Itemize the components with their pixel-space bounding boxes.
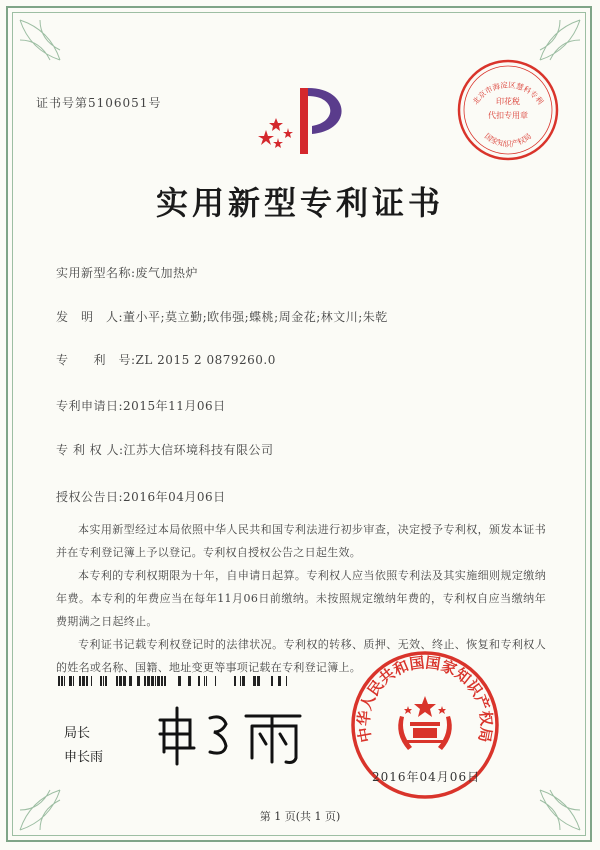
field-grant-date-value: 2016年04月06日 <box>123 490 226 504</box>
field-grant-date <box>56 488 226 505</box>
field-apply-date <box>56 397 226 414</box>
field-apply-date-value: 2015年11月06日 <box>123 399 226 413</box>
field-name <box>56 264 198 281</box>
director-signature <box>150 698 310 770</box>
field-name-label: 实用新型名称: <box>56 266 136 280</box>
field-patentee-label: 专 利 权 人: <box>56 443 124 457</box>
barcode <box>58 676 290 686</box>
tax-seal-top-text: 北京市海淀区慧科专利 <box>470 80 546 107</box>
national-emblem-icon <box>398 696 452 750</box>
field-patentee <box>56 441 274 458</box>
field-inventors-value: 董小平;莫立勤;欧伟强;蝶桃;周金花;林文川;朱乾 <box>123 310 388 324</box>
issue-date: 2016年04月06日 <box>372 770 481 784</box>
field-inventors-label: 发 明 人: <box>56 310 124 324</box>
field-patent-no <box>56 351 276 368</box>
director-name: 申长雨 <box>64 750 104 765</box>
director-title: 局长 <box>64 726 91 741</box>
field-patent-no-value: ZL 2015 2 0879260.0 <box>135 353 276 367</box>
office-seal-text: 中华人民共和国国家知识产权局 <box>354 653 496 744</box>
cnipa-logo-icon <box>258 84 358 156</box>
tax-seal-bottom-text: 国家知识产权局 <box>482 131 534 149</box>
svg-text:国家知识产权局 <box>483 131 533 148</box>
field-apply-date-label: 专利申请日: <box>56 399 124 413</box>
tax-seal <box>456 58 560 162</box>
field-name-value: 废气加热炉 <box>135 266 199 280</box>
field-patentee-value: 江苏大信环境科技有限公司 <box>123 443 274 457</box>
field-inventors <box>56 308 388 325</box>
tax-seal-line2: 代扣专用章 <box>488 111 528 120</box>
page-number: 第 1 页(共 1 页) <box>259 810 341 823</box>
certificate-number: 证书号第5106051号 <box>36 96 162 110</box>
legal-paragraph: 专利证书记载专利权登记时的法律状况。专利权的转移、质押、无效、终止、恢复和专利权人的姓名或名称、国籍、地址变更等事项记载在专利登记簿上。 <box>56 638 546 674</box>
legal-paragraph: 本实用新型经过本局依照中华人民共和国专利法进行初步审查，决定授予专利权，颁发本证书并在专利登记簿上予以登记。专利权自授权公告之日起生效。 <box>56 523 546 559</box>
certificate-title: 实用新型专利证书 <box>155 184 444 222</box>
field-grant-date-label: 授权公告日: <box>56 490 124 504</box>
legal-paragraph: 本专利的专利权期限为十年，自申请日起算。专利权人应当依照专利法及其实施细则规定缴纳年费。本专利的年费应当在每年11月06日前缴纳。未按照规定缴纳年费的，专利权自应当缴纳年费期满之日起终止。 <box>56 569 546 628</box>
tax-seal-line1: 印花税 <box>496 97 520 106</box>
field-patent-no-label: 专 利 号: <box>56 353 136 367</box>
